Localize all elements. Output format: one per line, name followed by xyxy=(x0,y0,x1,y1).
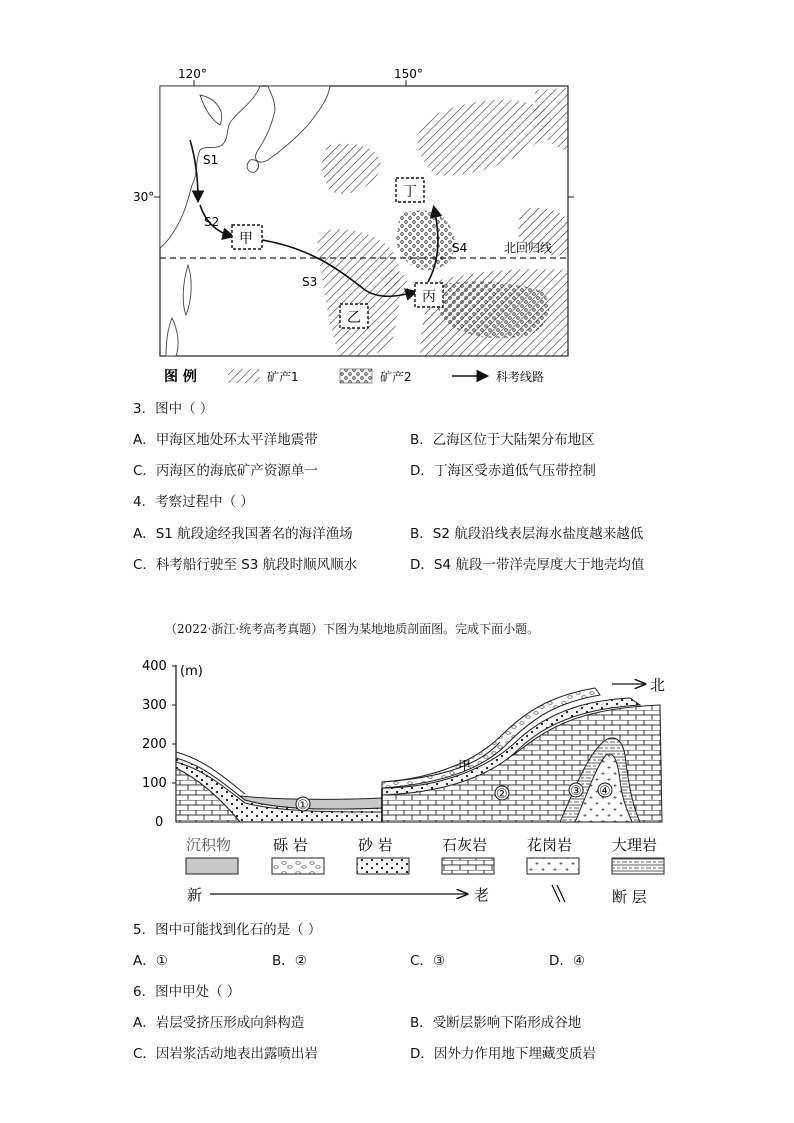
lat-30-label: 30° xyxy=(133,190,155,204)
marker-4: ④ xyxy=(599,784,611,799)
map-legend-title: 图 例 xyxy=(164,369,197,385)
q5-option-d[interactable]: D．④ xyxy=(549,953,585,969)
legend-marble-swatch xyxy=(612,858,664,874)
marker-3: ③ xyxy=(570,784,582,799)
route-s3-label: S3 xyxy=(302,275,318,289)
legend-mineral-1-label: 矿产1 xyxy=(267,370,299,384)
route-s1-label: S1 xyxy=(203,153,219,167)
ocean-map xyxy=(0,0,794,395)
fault-label: 断 层 xyxy=(612,888,647,906)
legend-granite-label: 花岗岩 xyxy=(527,836,573,854)
area-yi-label: 乙 xyxy=(347,310,361,326)
q3-option-c[interactable]: C．丙海区的海底矿产资源单一 xyxy=(133,463,318,479)
legend-sediment-label: 沉积物 xyxy=(186,836,232,854)
q4-option-d[interactable]: D．S4 航段一带洋壳厚度大于地壳均值 xyxy=(410,557,645,573)
area-bing-label: 丙 xyxy=(422,289,436,305)
q3-option-d[interactable]: D．丁海区受赤道低气压带控制 xyxy=(410,463,596,479)
legend-conglomerate-label: 砾 岩 xyxy=(273,836,308,854)
y-tick-100: 100 xyxy=(142,776,167,791)
area-jia-label: 甲 xyxy=(239,231,253,247)
marker-1: ① xyxy=(297,798,309,813)
q5-option-b[interactable]: B．② xyxy=(272,953,307,969)
y-tick-0: 0 xyxy=(155,815,164,830)
legend-conglomerate-swatch xyxy=(272,858,324,874)
unit-label: (m) xyxy=(180,664,203,679)
q4-stem: 4．考察过程中（ ） xyxy=(133,494,254,510)
geologic-section xyxy=(0,650,794,910)
legend-limestone-swatch xyxy=(442,858,494,874)
section-intro: （2022·浙江·统考高考真题）下图为某地地质剖面图。完成下面小题。 xyxy=(165,622,540,636)
q3-stem: 3．图中（ ） xyxy=(133,401,214,417)
q6-option-c[interactable]: C．因岩浆活动地表出露喷出岩 xyxy=(133,1046,318,1062)
y-tick-200: 200 xyxy=(142,737,167,752)
legend-limestone-label: 石灰岩 xyxy=(442,836,488,854)
y-tick-300: 300 xyxy=(142,698,167,713)
q3-option-b[interactable]: B．乙海区位于大陆架分布地区 xyxy=(410,432,595,448)
q4-option-c[interactable]: C．科考船行驶至 S3 航段时顺风顺水 xyxy=(133,557,358,573)
fault-symbol xyxy=(552,885,565,902)
tropic-label: 北回归线 xyxy=(504,241,553,255)
q6-stem: 6．图中甲处（ ） xyxy=(133,984,241,1000)
legend-sandstone-swatch xyxy=(357,858,409,874)
legend-sandstone-label: 砂 岩 xyxy=(358,836,393,854)
old-label: 老 xyxy=(474,886,490,904)
legend-granite-swatch xyxy=(527,858,579,874)
q5-option-c[interactable]: C．③ xyxy=(410,953,446,969)
q6-option-d[interactable]: D．因外力作用地下埋藏变质岩 xyxy=(410,1046,596,1062)
q5-stem: 5．图中可能找到化石的是（ ） xyxy=(133,922,322,938)
q4-option-a[interactable]: A．S1 航段途经我国著名的海洋渔场 xyxy=(133,526,353,542)
label-jia: 甲 xyxy=(458,759,472,774)
q4-option-b[interactable]: B．S2 航段沿线表层海水盐度越来越低 xyxy=(410,526,644,542)
q6-option-a[interactable]: A．岩层受挤压形成向斜构造 xyxy=(133,1015,305,1031)
y-tick-400: 400 xyxy=(142,659,167,674)
q5-option-a[interactable]: A．① xyxy=(133,953,168,969)
route-s2-label: S2 xyxy=(204,215,220,229)
legend-mineral-2-label: 矿产2 xyxy=(380,370,412,384)
route-s4-label: S4 xyxy=(452,241,468,255)
north-label: 北 xyxy=(650,676,666,694)
marker-2: ② xyxy=(496,787,508,802)
legend-route-label: 科考线路 xyxy=(496,370,545,384)
legend-sediment-swatch xyxy=(186,858,238,874)
legend-mineral-2-swatch xyxy=(340,369,372,383)
q6-option-b[interactable]: B．受断层影响下陷形成谷地 xyxy=(410,1015,582,1031)
legend-mineral-1-swatch xyxy=(228,369,260,383)
new-label: 新 xyxy=(187,886,203,904)
lon-120-label: 120° xyxy=(178,67,207,81)
legend-marble-label: 大理岩 xyxy=(612,836,658,854)
area-ding-label: 丁 xyxy=(403,184,417,200)
q3-option-a[interactable]: A．甲海区地处环太平洋地震带 xyxy=(133,432,318,448)
lon-150-label: 150° xyxy=(394,67,423,81)
